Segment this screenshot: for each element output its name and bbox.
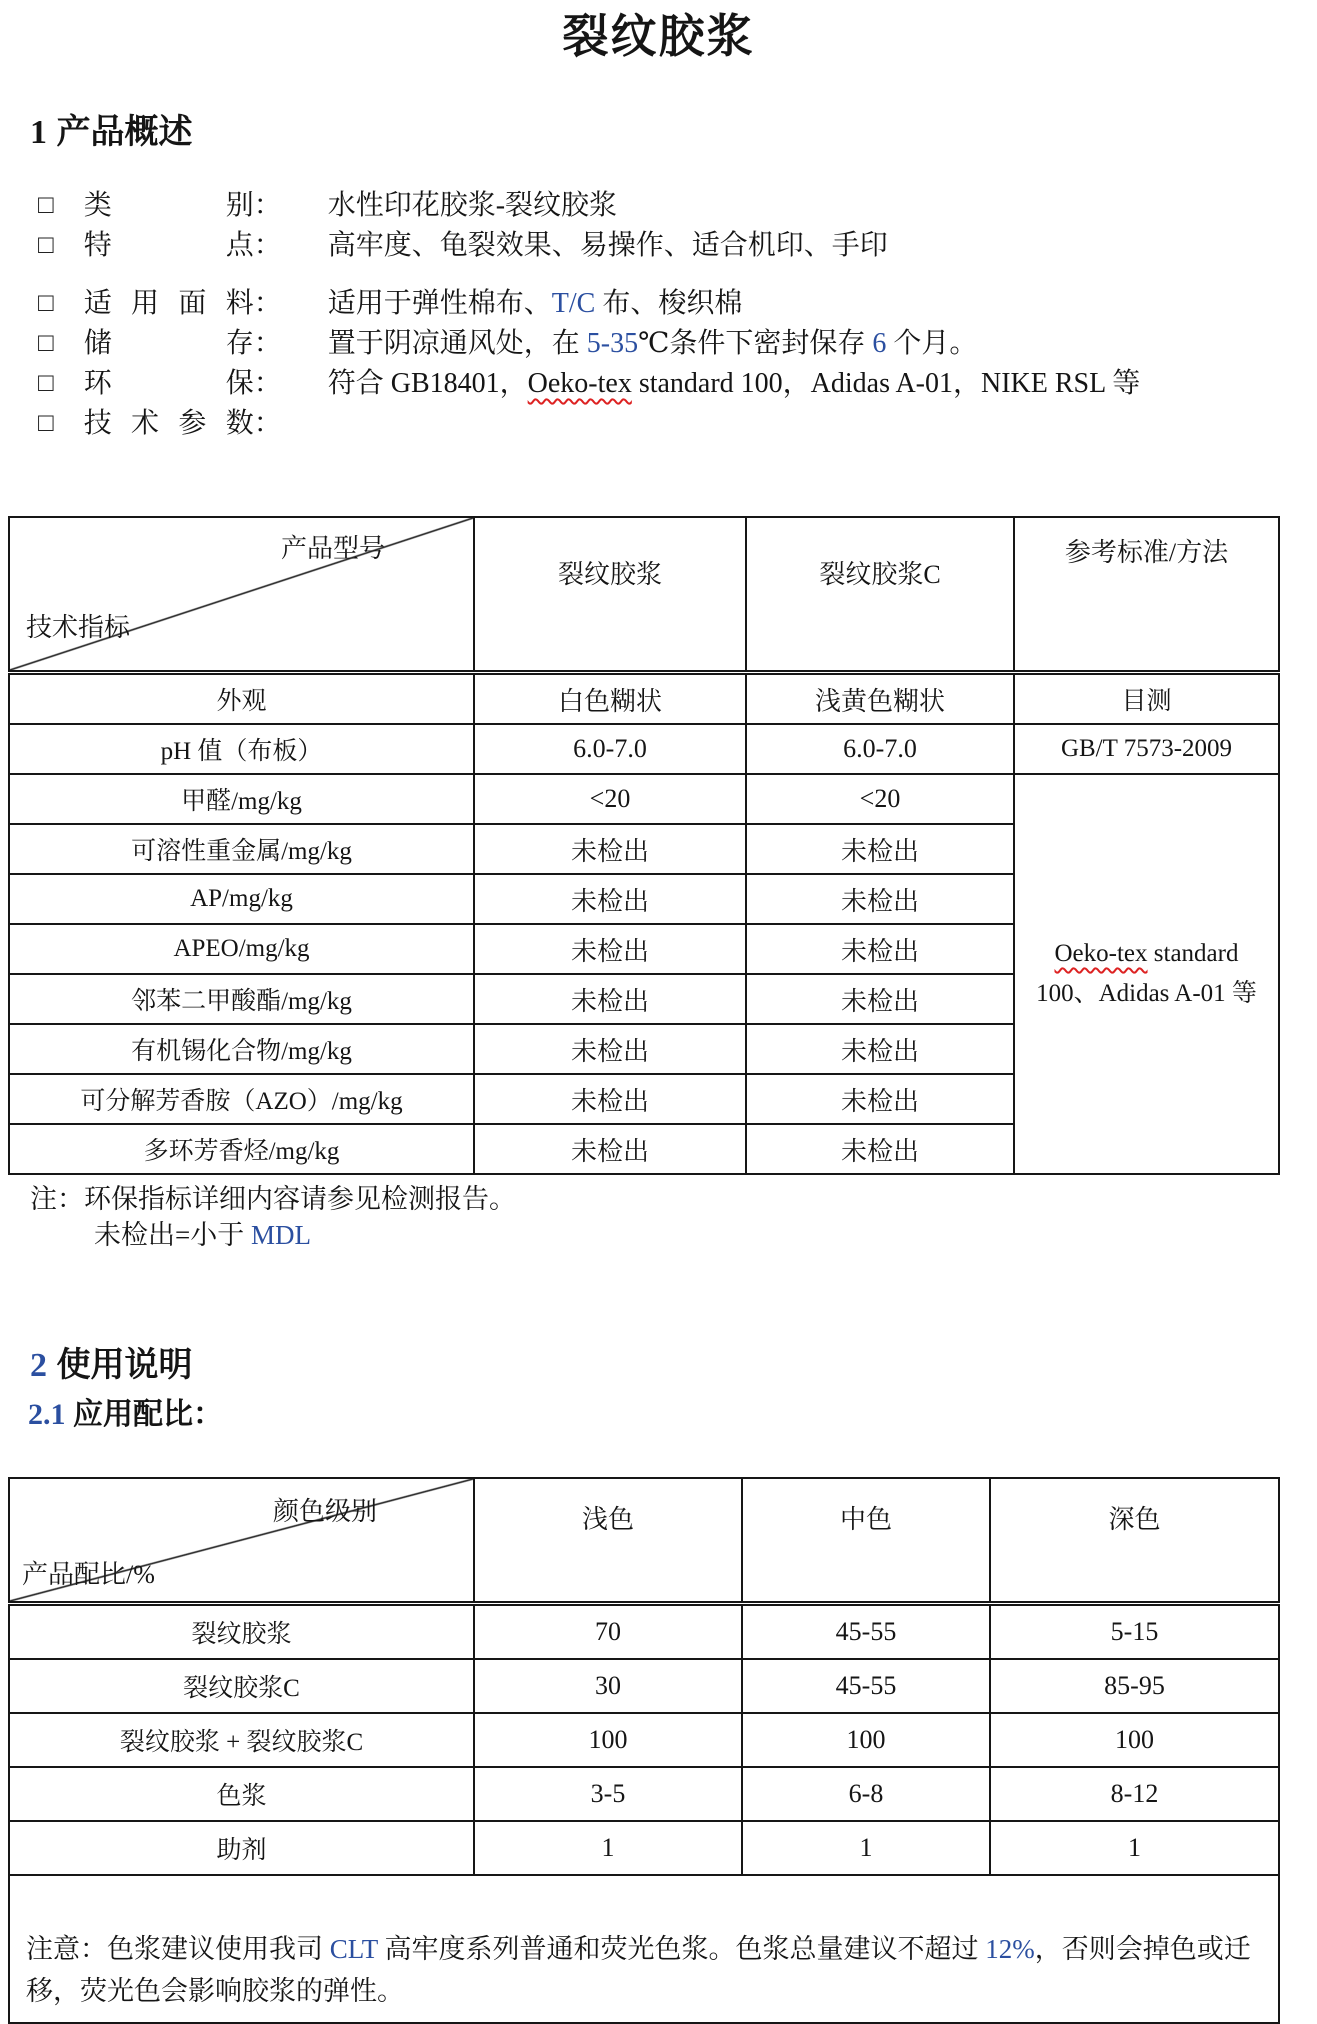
- cell-value: 6.0-7.0: [474, 724, 746, 774]
- bullet-label: 技 术 参 数: [83, 408, 254, 439]
- ratio-row-total: [9, 1713, 1279, 1767]
- cell-value: 1: [742, 1821, 990, 1875]
- section-2-1-title: 应用配比：: [73, 1398, 223, 1431]
- bullet-label: 储 存: [83, 328, 254, 359]
- ratio-row-paste-c: [9, 1659, 1279, 1713]
- tech-params-header-row: [9, 517, 1279, 673]
- cell-value: 45-55: [742, 1604, 990, 1660]
- bullet-label: 特 点: [83, 230, 254, 261]
- cell-value: 未检出: [746, 924, 1014, 974]
- cell-value: 100: [742, 1713, 990, 1767]
- row-label: 甲醛/mg/kg: [9, 774, 474, 824]
- ratio-table: [8, 1477, 1280, 2024]
- corner-color-level-label: 颜色级别: [272, 1497, 377, 1526]
- bullet-colon: ：: [253, 190, 282, 221]
- corner-product-model-label: 产品型号: [280, 534, 385, 563]
- tech-params-table: [8, 516, 1280, 1175]
- column-header-product1: 裂纹胶浆: [474, 517, 746, 673]
- bullet-label: 类 别: [83, 190, 254, 221]
- cell-value: 白色糊状: [474, 673, 746, 725]
- ref-merged-cell: Oeko-tex standard 100、Adidas A-01 等: [1014, 774, 1279, 1174]
- row-label: 裂纹胶浆C: [9, 1659, 474, 1713]
- section-2-1-number: 2.1: [28, 1398, 66, 1431]
- diagonal-header-cell: [9, 517, 474, 673]
- bullet-colon: ：: [253, 368, 282, 399]
- bullet-label: 环 保: [83, 368, 254, 399]
- cell-value: <20: [746, 774, 1014, 824]
- cell-value: <20: [474, 774, 746, 824]
- document-title: 裂纹胶浆: [562, 11, 755, 62]
- cell-value: 未检出: [474, 924, 746, 974]
- bullet-content: 适用于弹性棉布、T/C 布、梭织棉: [327, 288, 743, 319]
- cell-value: 未检出: [474, 1024, 746, 1074]
- section-1-heading: [30, 112, 1317, 154]
- row-label: AP/mg/kg: [9, 874, 474, 924]
- column-header-light: 浅色: [474, 1478, 742, 1604]
- section-2-title: 使用说明: [56, 1347, 193, 1384]
- ratio-row-additive: [9, 1821, 1279, 1875]
- cell-value: 8-12: [990, 1767, 1279, 1821]
- table-row-formaldehyde: [9, 774, 1279, 824]
- cell-value: 未检出: [474, 974, 746, 1024]
- bullet-item-storage: [0, 324, 1317, 364]
- cell-value: 未检出: [746, 974, 1014, 1024]
- section-1-number: 1: [30, 114, 48, 151]
- corner-product-ratio-label: 产品配比/%: [22, 1560, 155, 1589]
- row-label: 有机锡化合物/mg/kg: [9, 1024, 474, 1074]
- row-label: 可溶性重金属/mg/kg: [9, 824, 474, 874]
- cell-value: 5-15: [990, 1604, 1279, 1660]
- column-header-product2: 裂纹胶浆C: [746, 517, 1014, 673]
- cell-value: 85-95: [990, 1659, 1279, 1713]
- square-bullet-icon: □: [38, 328, 54, 357]
- square-bullet-icon: □: [38, 408, 54, 437]
- cell-value: 未检出: [746, 824, 1014, 874]
- bullet-item-environment: [0, 364, 1317, 404]
- cell-value: 30: [474, 1659, 742, 1713]
- table-row-ph: [9, 724, 1279, 774]
- row-label: 外观: [9, 673, 474, 725]
- bullet-item-category: [0, 186, 1317, 226]
- cell-value: 未检出: [474, 824, 746, 874]
- cell-value: 未检出: [474, 1074, 746, 1124]
- row-label: 助剂: [9, 1821, 474, 1875]
- cell-value: 1: [990, 1821, 1279, 1875]
- cell-value: 100: [474, 1713, 742, 1767]
- row-label: 裂纹胶浆 + 裂纹胶浆C: [9, 1713, 474, 1767]
- note-line-1: 注：环保指标详细内容请参见检测报告。: [30, 1184, 516, 1214]
- row-label: 多环芳香烃/mg/kg: [9, 1124, 474, 1174]
- row-label: pH 值（布板）: [9, 724, 474, 774]
- bullet-colon: ：: [253, 288, 282, 319]
- notes-block: [30, 1181, 1317, 1253]
- cell-value: 100: [990, 1713, 1279, 1767]
- cell-value: 未检出: [746, 1024, 1014, 1074]
- cell-value: 未检出: [746, 1074, 1014, 1124]
- square-bullet-icon: □: [38, 288, 54, 317]
- bullet-colon: ：: [253, 230, 282, 261]
- row-label: 邻苯二甲酸酯/mg/kg: [9, 974, 474, 1024]
- cell-value: 3-5: [474, 1767, 742, 1821]
- cell-value: 浅黄色糊状: [746, 673, 1014, 725]
- cell-value: 1: [474, 1821, 742, 1875]
- section-1-title: 产品概述: [56, 114, 193, 151]
- cell-value: 6.0-7.0: [746, 724, 1014, 774]
- ratio-row-paste: [9, 1604, 1279, 1660]
- note-line-2: 未检出=小于 MDL: [94, 1220, 311, 1250]
- cell-value: 未检出: [746, 874, 1014, 924]
- bullet-colon: ：: [253, 408, 282, 439]
- section-2-heading: [30, 1345, 1317, 1387]
- bullet-content: 水性印花胶浆-裂纹胶浆: [327, 190, 618, 221]
- ratio-note-row: [9, 1875, 1279, 2023]
- bullet-content: 置于阴凉通风处，在 5-35℃条件下密封保存 6 个月。: [327, 328, 978, 359]
- row-label: 裂纹胶浆: [9, 1604, 474, 1660]
- overview-bullet-list: [0, 186, 1317, 444]
- bullet-item-features: [0, 226, 1317, 266]
- ref-cell: GB/T 7573-2009: [1014, 724, 1279, 774]
- ratio-header-row: [9, 1478, 1279, 1604]
- cell-value: 45-55: [742, 1659, 990, 1713]
- bullet-label: 适 用 面 料: [83, 288, 254, 319]
- cell-value: 未检出: [474, 1124, 746, 1174]
- row-label: 可分解芳香胺（AZO）/mg/kg: [9, 1074, 474, 1124]
- section-2-number: 2: [30, 1347, 48, 1384]
- square-bullet-icon: □: [38, 368, 54, 397]
- column-header-reference: 参考标准/方法: [1014, 517, 1279, 673]
- cell-value: 6-8: [742, 1767, 990, 1821]
- bullet-item-fabrics: [0, 284, 1317, 324]
- column-header-dark: 深色: [990, 1478, 1279, 1604]
- section-2-1-heading: [28, 1395, 1317, 1435]
- diagonal-header-cell: [9, 1478, 474, 1604]
- ref-cell: 目测: [1014, 673, 1279, 725]
- bullet-content: 符合 GB18401，Oeko-tex standard 100，Adidas A-01，NIKE RSL 等: [327, 368, 1141, 399]
- cell-value: 70: [474, 1604, 742, 1660]
- cell-value: 未检出: [746, 1124, 1014, 1174]
- column-header-medium: 中色: [742, 1478, 990, 1604]
- table-row-appearance: [9, 673, 1279, 725]
- table-note: 注意：色浆建议使用我司 CLT 高牢度系列普通和荧光色浆。色浆总量建议不超过 12%，否则会掉色或迁移，荧光色会影响胶浆的弹性。: [9, 1875, 1279, 2023]
- row-label: 色浆: [9, 1767, 474, 1821]
- bullet-item-tech-params: [0, 404, 1317, 444]
- row-label: APEO/mg/kg: [9, 924, 474, 974]
- bullet-content: 高牢度、龟裂效果、易操作、适合机印、手印: [327, 230, 888, 261]
- bullet-colon: ：: [253, 328, 282, 359]
- cell-value: 未检出: [474, 874, 746, 924]
- ratio-row-pigment: [9, 1767, 1279, 1821]
- square-bullet-icon: □: [38, 230, 54, 259]
- square-bullet-icon: □: [38, 190, 54, 219]
- corner-tech-index-label: 技术指标: [26, 613, 131, 642]
